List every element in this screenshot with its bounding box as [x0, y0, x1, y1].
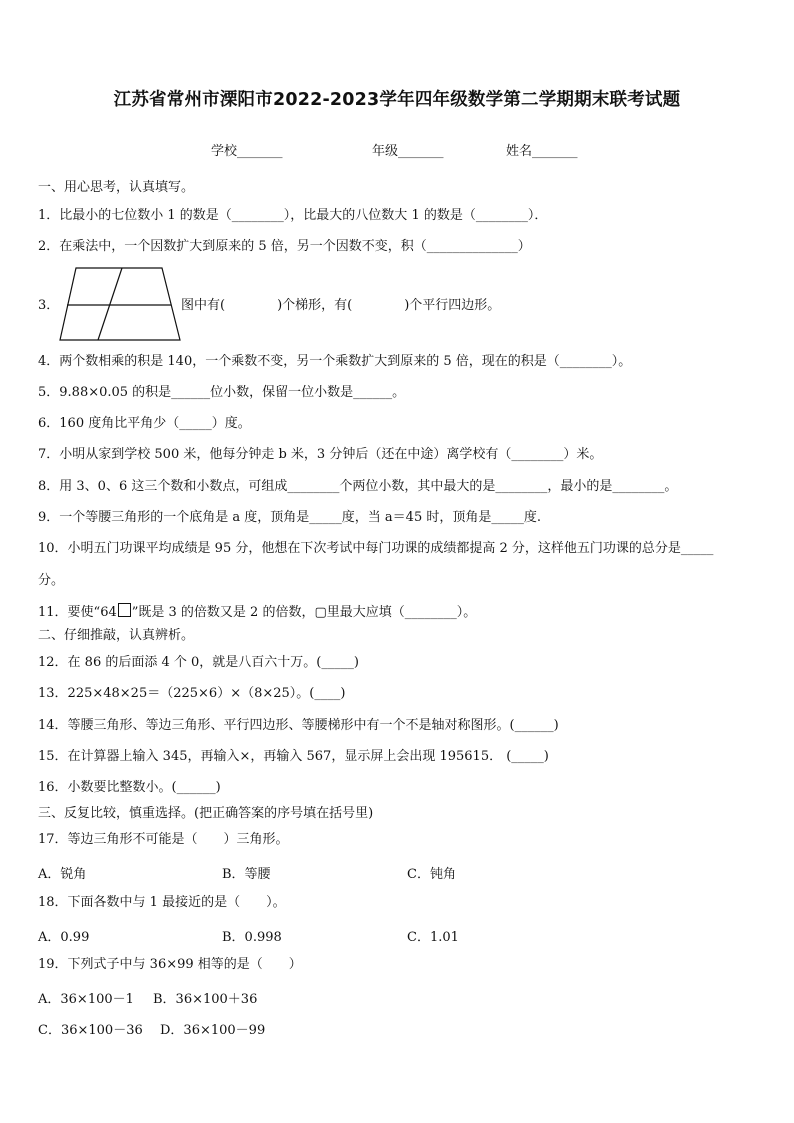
question-1: 1．比最小的七位数小 1 的数是（________），比最大的八位数大 1 的数是（________）．: [38, 208, 548, 223]
q19-option-c[interactable]: C．36×100－36: [38, 1023, 143, 1038]
question-15: 15．在计算器上输入 345，再输入×，再输入 567，显示屏上会出现 195615． (_____): [38, 749, 549, 764]
school-field[interactable]: 学校_______: [211, 144, 283, 159]
trapezoid-figure: [58, 266, 182, 342]
question-10-line-1: 10．小明五门功课平均成绩是 95 分，他想在下次考试中每门功课的成绩都提高 2 分，这样他五门功课的总分是_____: [38, 541, 714, 556]
q18-option-a[interactable]: A．0.99: [38, 930, 90, 945]
q17-option-a[interactable]: A．锐角: [38, 867, 87, 882]
question-10-line-2: 分。: [38, 573, 65, 588]
question-8: 8．用 3、0、6 这三个数和小数点，可组成________个两位小数，其中最大的是________，最小的是________。: [38, 479, 678, 494]
q18-option-c[interactable]: C．1.01: [407, 930, 459, 945]
section-heading-2: 二、仔细推敲，认真辨析。: [38, 628, 195, 643]
q19-option-a[interactable]: A．36×100－1: [38, 992, 134, 1007]
grade-field[interactable]: 年级_______: [372, 144, 444, 159]
question-9: 9．一个等腰三角形的一个底角是 a 度，顶角是_____度，当 a＝45 时，顶角是_____度.: [38, 510, 541, 525]
question-3-number: 3．: [38, 298, 60, 313]
question-14: 14．等腰三角形、等边三角形、平行四边形、等腰梯形中有一个不是轴对称图形。(______): [38, 718, 559, 733]
name-field[interactable]: 姓名_______: [506, 144, 578, 159]
question-12: 12．在 86 的后面添 4 个 0，就是八百六十万。(_____): [38, 655, 359, 670]
q17-option-b[interactable]: B．等腰: [222, 867, 271, 882]
diagonal-divider: [98, 268, 122, 340]
q18-option-b[interactable]: B．0.998: [222, 930, 282, 945]
question-18: 18．下面各数中与 1 最接近的是（ ）。: [38, 895, 286, 910]
q17-option-c[interactable]: C．钝角: [407, 867, 456, 882]
question-3: 图中有( )个梯形，有( )个平行四边形。: [181, 298, 501, 313]
question-6: 6．160 度角比平角少（_____）度。: [38, 416, 251, 431]
section-heading-1: 一、用心思考，认真填写。: [38, 180, 195, 195]
q19-option-b[interactable]: B．36×100＋36: [153, 992, 258, 1007]
question-17: 17．等边三角形不可能是（ ）三角形。: [38, 832, 289, 847]
question-2: 2．在乘法中，一个因数扩大到原来的 5 倍，另一个因数不变，积（______________）: [38, 239, 531, 254]
trapezoid-outline: [60, 268, 180, 340]
question-13: 13．225×48×25＝（225×6）×（8×25）。(____): [38, 686, 346, 701]
question-11-suffix: ”既是 3 的倍数又是 2 的倍数，▢里最大应填（________）。: [131, 605, 477, 620]
question-5: 5．9.88×0.05 的积是______位小数，保留一位小数是______。: [38, 385, 406, 400]
question-4: 4．两个数相乘的积是 140，一个乘数不变，另一个乘数扩大到原来的 5 倍，现在的积是（________）。: [38, 354, 632, 369]
question-19: 19．下列式子中与 36×99 相等的是（ ）: [38, 957, 302, 972]
section-heading-3: 三、反复比较，慎重选择。(把正确答案的序号填在括号里): [38, 806, 374, 821]
question-16: 16．小数要比整数小。(______): [38, 780, 221, 795]
blank-box-icon: [118, 603, 131, 617]
question-7: 7．小明从家到学校 500 米，他每分钟走 b 米，3 分钟后（还在中途）离学校有（________）米。: [38, 447, 603, 462]
exam-title: 江苏省常州市溧阳市2022-2023学年四年级数学第二学期期末联考试题: [113, 90, 681, 110]
q19-option-d[interactable]: D．36×100－99: [160, 1023, 266, 1038]
question-11-prefix: 11．要使“64: [38, 605, 117, 620]
question-11: [38, 603, 476, 621]
